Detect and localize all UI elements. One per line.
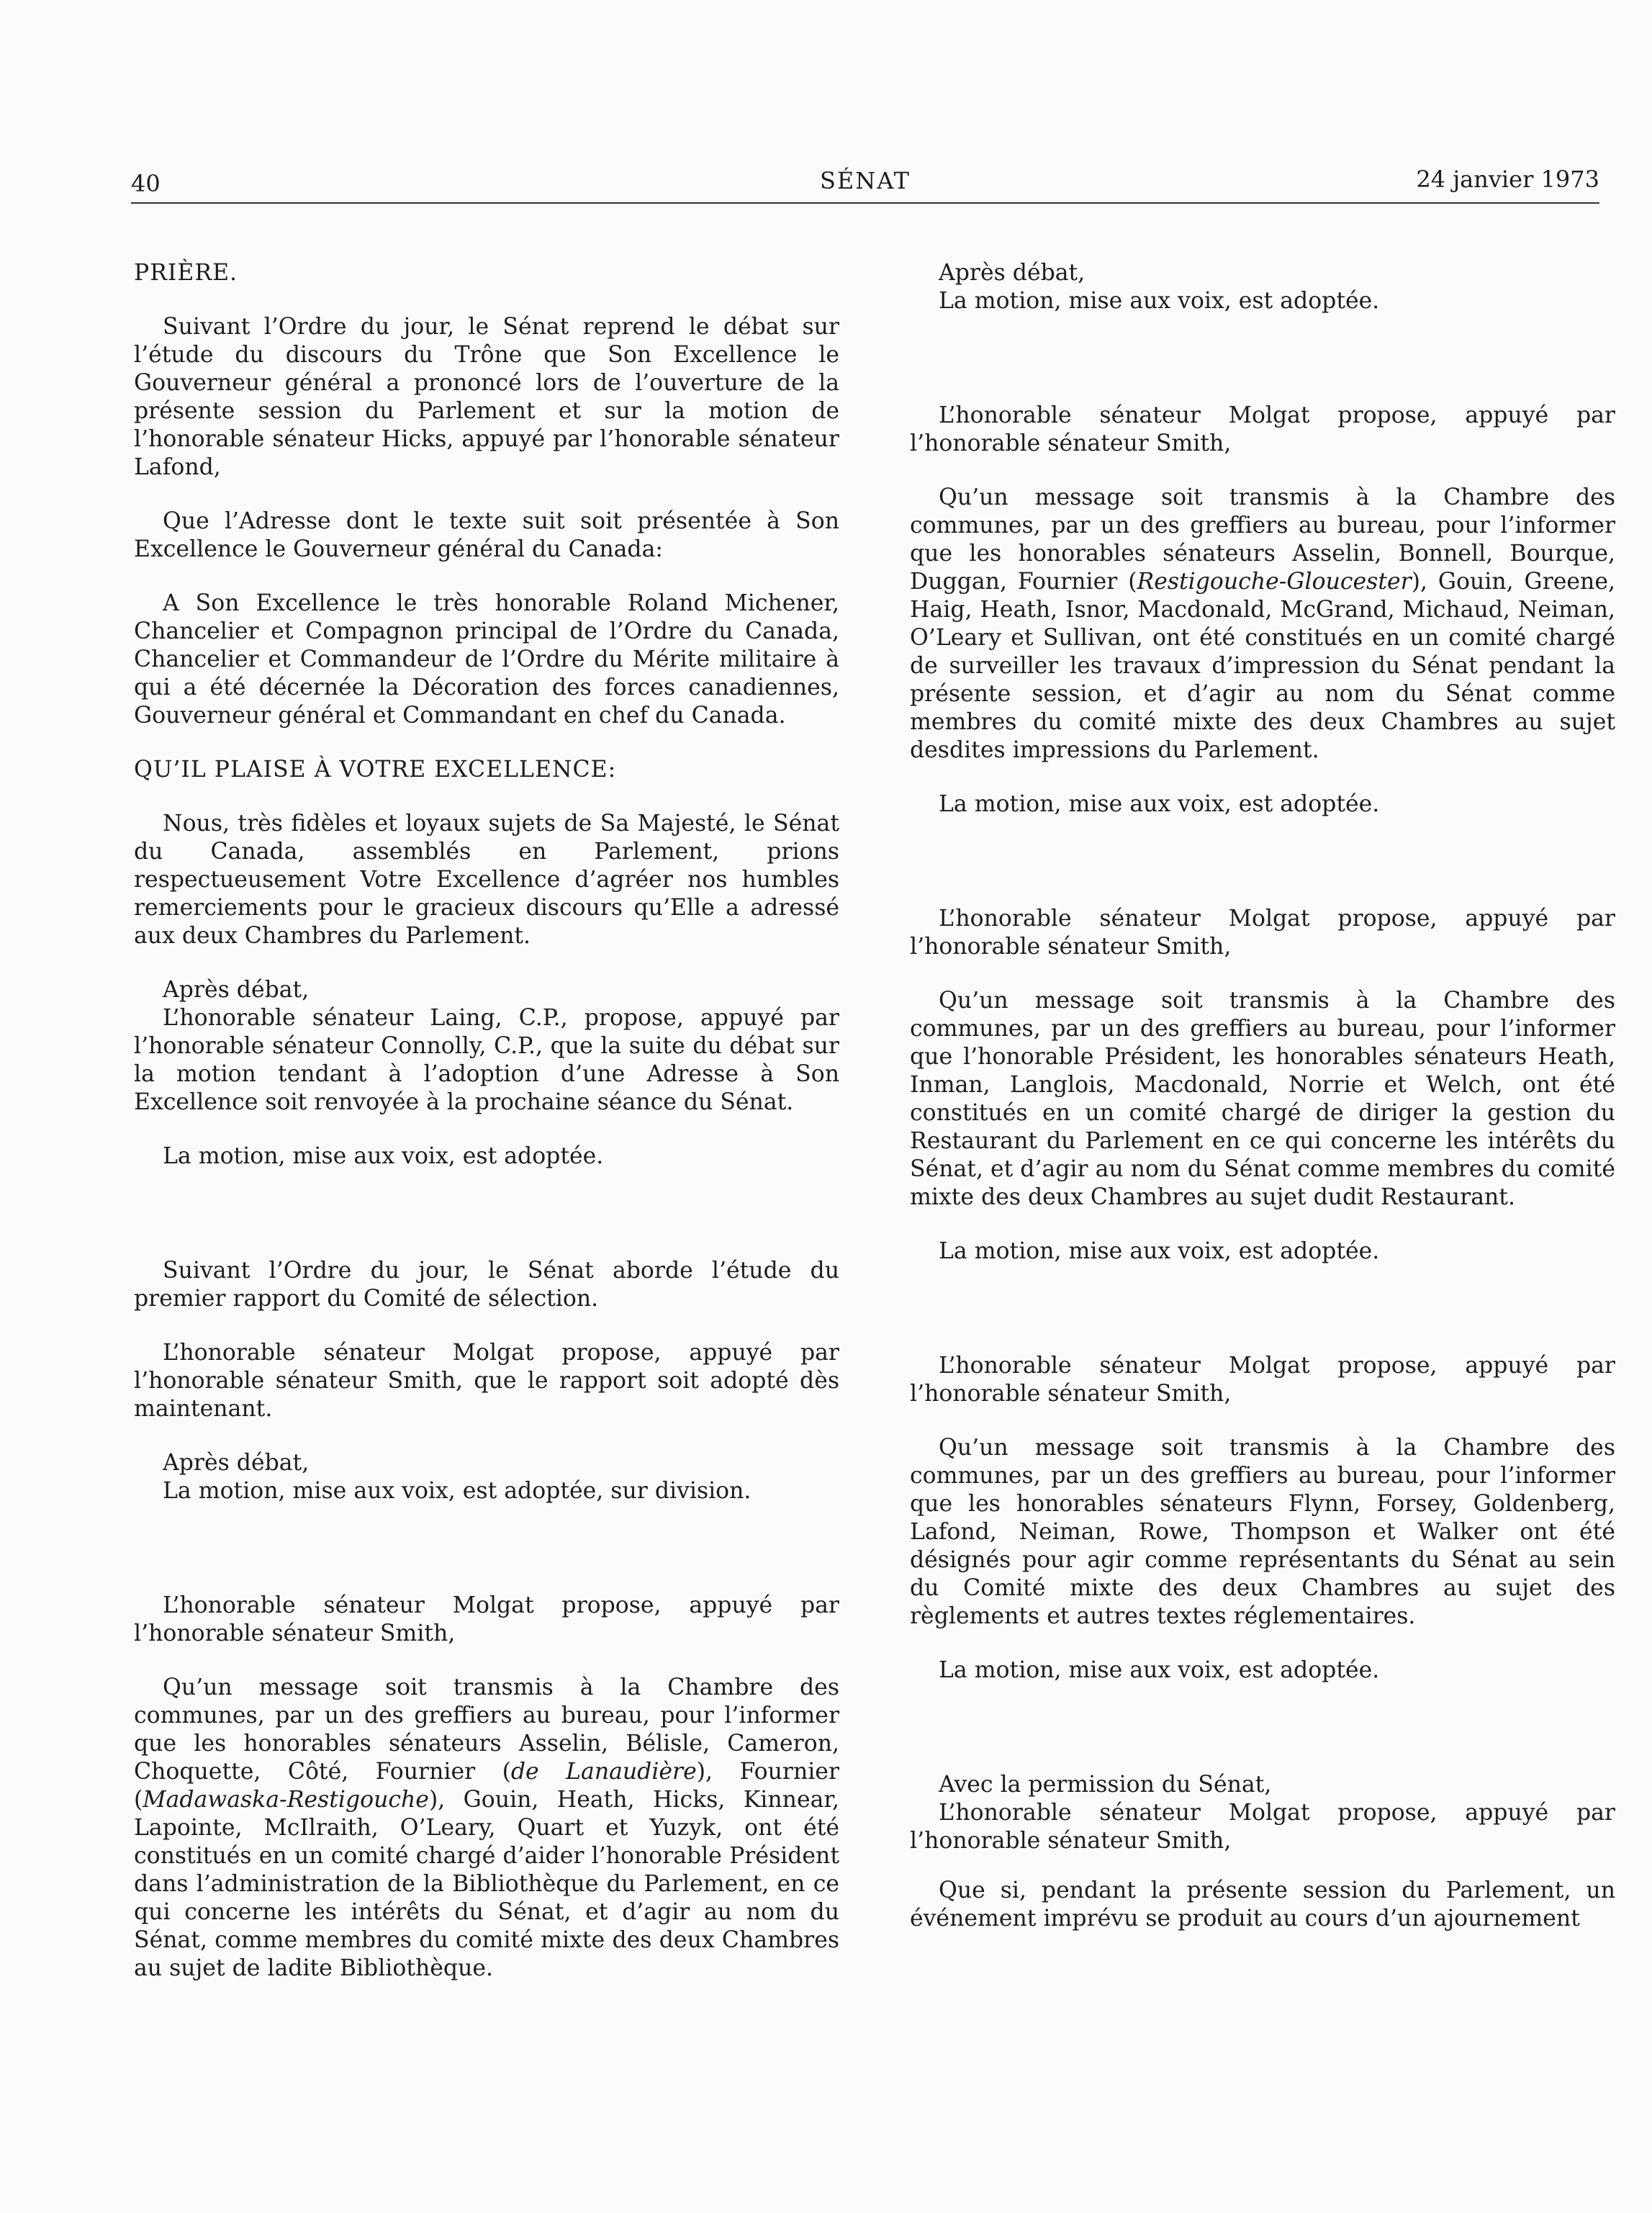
paragraph: Après débat, [163,1450,310,1476]
paragraph: Après débat, [939,260,1085,286]
page-title: SÉNAT [820,167,911,194]
page-date: 24 janvier 1973 [1416,166,1599,193]
text-run: Qu’un message soit transmis à la Chambre des communes, par un des greffiers au bureau, pour l’informer que les honorables sénateurs Asselin, Bélisle, Cameron, Choquette, Côté, Fournier ( [134,1675,839,1785]
paragraph [910,484,1615,765]
paragraph: Qu’un message soit transmis à la Chambre des communes, par un des greffiers au bureau, pour l’informer que l’honorable Président, les honorables sénateurs Heath, Inman, Langlois, Macdonald, Norrie et Welch, ont été constitués en un comité chargé de diriger la gestion du Restaurant du Parlement en ce qui concerne les intérêts du Sénat, et d’agir au nom du Sénat comme membres du comité mixte des deux Chambres au sujet dudit Restaurant. [910,988,1615,1210]
italic-run: Madawaska-Restigouche [143,1787,429,1813]
header-rule [131,202,1599,204]
paragraph: Suivant l’Ordre du jour, le Sénat aborde l’étude du premier rapport du Comité de sélection. [134,1258,839,1312]
text-run: ), Fournier ( [134,1759,840,1813]
paragraph: La motion, mise aux voix, est adoptée. [939,288,1380,314]
paragraph: Qu’un message soit transmis à la Chambre des communes, par un des greffiers au bureau, pour l’informer que les honorables sénateurs Flynn, Forsey, Goldenberg, Lafond, Neiman, Rowe, Thompson et Walker ont été désignés pour agir comme représentants du Sénat au sein du Comité mixte des deux Chambres au sujet des règlements et autres textes réglementaires. [910,1435,1615,1629]
paragraph: Avec la permission du Sénat, [939,1772,1272,1798]
priere-heading: PRIÈRE. [134,260,238,286]
text-run: ), Gouin, Greene, Haig, Heath, Isnor, Macdonald, McGrand, Michaud, Neiman, O’Leary et Sullivan, ont été constitués en un comité chargé de surveiller les travaux d’impression du Sénat pendant la présente session, et d’agir au nom du Sénat comme membres du comité mixte des deux Chambres au sujet desdites impressions du Parlement. [910,569,1615,763]
page-header [131,164,1599,200]
italic-run: Restigouche-Gloucester [1137,569,1412,595]
text-run: Qu’un message soit transmis à la Chambre des communes, par un des greffiers au bureau, pour l’informer que les honorables sénateurs Asselin, Bonnell, Bourque, Duggan, Fournier ( [910,484,1615,595]
left-column [134,259,839,1983]
paragraph: Que l’Adresse dont le texte suit soit présentée à Son Excellence le Gouverneur général du Canada: [134,508,839,562]
paragraph: L’honorable sénateur Molgat propose, appuyé par l’honorable sénateur Smith, [910,1353,1615,1407]
paragraph: La motion, mise aux voix, est adoptée. [939,1657,1380,1683]
paragraph: La motion, mise aux voix, est adoptée. [939,791,1380,817]
paragraph: La motion, mise aux voix, est adoptée. [939,1238,1380,1264]
paragraph [134,1674,839,1983]
paragraph: Suivant l’Ordre du jour, le Sénat reprend le débat sur l’étude du discours du Trône que Son Excellence le Gouverneur général a prononcé lors de l’ouverture de la présente session du Parlement et sur la motion de l’honorable sénateur Hicks, appuyé par l’honorable sénateur Lafond, [134,314,839,480]
paragraph: La motion, mise aux voix, est adoptée, sur division. [163,1478,751,1504]
paragraph: L’honorable sénateur Molgat propose, appuyé par l’honorable sénateur Smith, [910,402,1615,456]
paragraph: Que si, pendant la présente session du Parlement, un événement imprévu se produit au cours d’un ajournement [910,1878,1615,1932]
paragraph: L’honorable sénateur Molgat propose, appuyé par l’honorable sénateur Smith, [134,1592,839,1646]
paragraph: L’honorable sénateur Molgat propose, appuyé par l’honorable sénateur Smith, [910,906,1615,960]
paragraph: L’honorable sénateur Laing, C.P., propose, appuyé par l’honorable sénateur Connolly, C.P., que la suite du débat sur la motion tendant à l’adoption d’une Adresse à Son Excellence soit renvoyée à la prochaine séance du Sénat. [134,1005,839,1115]
paragraph: Nous, très fidèles et loyaux sujets de Sa Majesté, le Sénat du Canada, assemblés en Parlement, prions respectueusement Votre Excellence d’agréer nos humbles remerciements pour le gracieux discours qu’Elle a adressé aux deux Chambres du Parlement. [134,811,839,949]
paragraph: La motion, mise aux voix, est adoptée. [163,1143,604,1169]
right-column [910,259,1615,1933]
page-number: 40 [131,170,161,197]
section-heading: QU’IL PLAISE À VOTRE EXCELLENCE: [134,757,617,783]
paragraph: L’honorable sénateur Molgat propose, appuyé par l’honorable sénateur Smith, [910,1800,1615,1854]
paragraph: A Son Excellence le très honorable Roland Michener, Chancelier et Compagnon principal de l’Ordre du Canada, Chancelier et Commandeur de l’Ordre du Mérite militaire à qui a été décernée la Décoration des forces canadiennes, Gouverneur général et Commandant en chef du Canada. [134,590,839,729]
text-run: ), Gouin, Heath, Hicks, Kinnear, Lapointe, McIlraith, O’Leary, Quart et Yuzyk, ont été constitués en un comité chargé d’aider l’honorable Président dans l’administration de la Bibliothèque du Parlement, en ce qui concerne les intérêts du Sénat, et d’agir au nom du Sénat, comme membres du comité mixte des deux Chambres au sujet de ladite Bibliothèque. [134,1787,839,1981]
italic-run: de Lanaudière [510,1759,697,1785]
paragraph: L’honorable sénateur Molgat propose, appuyé par l’honorable sénateur Smith, que le rapport soit adopté dès maintenant. [134,1340,839,1422]
paragraph: Après débat, [163,977,310,1003]
